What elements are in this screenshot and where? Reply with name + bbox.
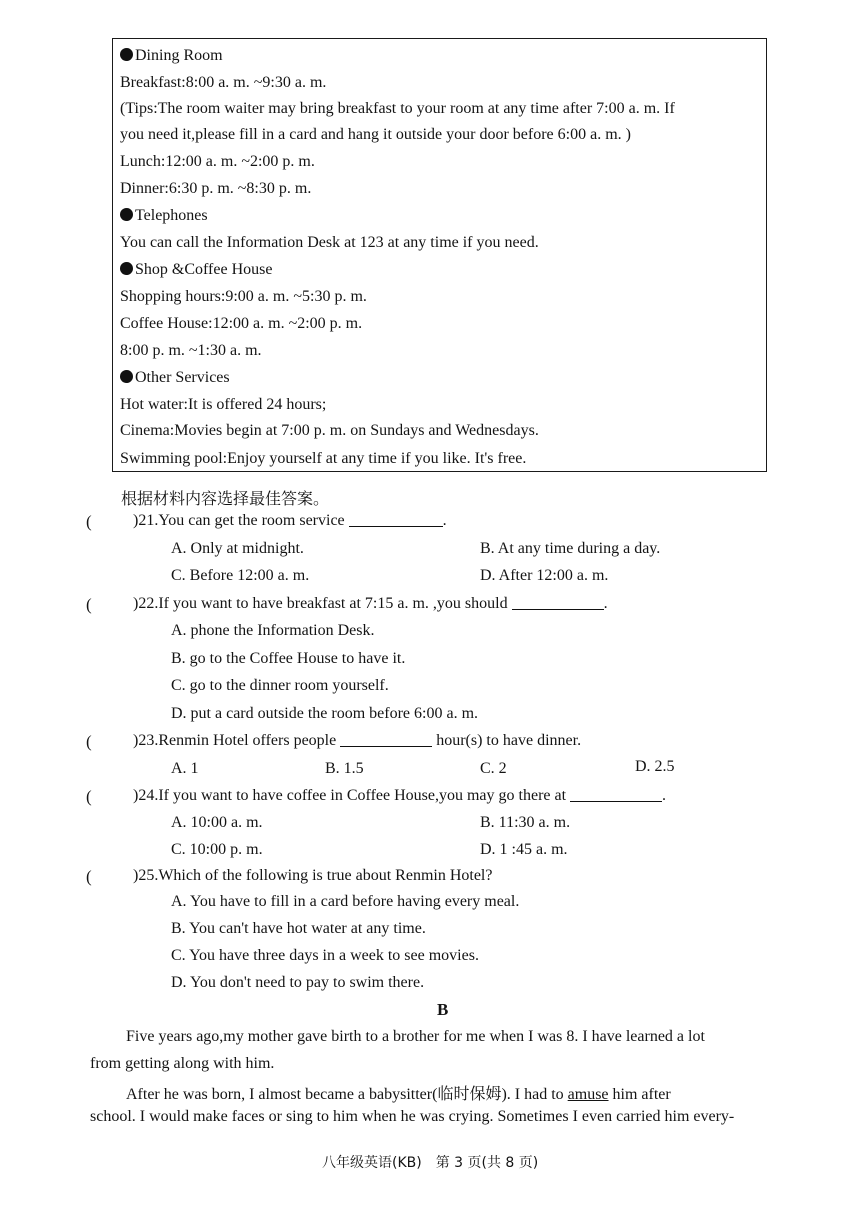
- q21-option-c: C. Before 12:00 a. m.: [171, 567, 310, 584]
- hot-water-text: Hot water:It is offered 24 hours;: [120, 396, 327, 413]
- breakfast-hours: Breakfast:8:00 a. m. ~9:30 a. m.: [120, 74, 327, 91]
- underlined-word: amuse: [567, 1086, 609, 1103]
- q21-option-b: B. At any time during a day.: [480, 540, 661, 557]
- q25-option-d: D. You don't need to pay to swim there.: [171, 974, 425, 991]
- telephones-text: You can call the Information Desk at 123 at any time if you need.: [120, 234, 539, 251]
- passage-line: Five years ago,my mother gave birth to a brother for me when I was 8. I have learned a lot: [126, 1028, 705, 1045]
- passage-line: school. I would make faces or sing to him when he was crying. Sometimes I even carried him every-: [90, 1108, 735, 1125]
- q25-option-a: A. You have to fill in a card before having every meal.: [171, 893, 520, 910]
- dining-room-heading: Dining Room: [120, 47, 223, 65]
- q21-option-d: D. After 12:00 a. m.: [480, 567, 609, 584]
- instruction: 根据材料内容选择最佳答案。: [121, 489, 330, 508]
- shopping-hours: Shopping hours:9:00 a. m. ~5:30 p. m.: [120, 288, 367, 305]
- q24-option-d: D. 1 :45 a. m.: [480, 841, 568, 858]
- q22-option-c: C. go to the dinner room yourself.: [171, 677, 389, 694]
- shop-heading: Shop &Coffee House: [120, 261, 272, 279]
- q21-option-a: A. Only at midnight.: [171, 540, 304, 557]
- q23-option-c: C. 2: [480, 760, 507, 777]
- q24-option-a: A. 10:00 a. m.: [171, 814, 263, 831]
- pool-text: Swimming pool:Enjoy yourself at any time if you like. It's free.: [120, 450, 527, 467]
- section-b-heading: B: [437, 1000, 449, 1019]
- bullet-icon: [120, 208, 133, 221]
- question-23: )23.Renmin Hotel offers people hour(s) to have dinner.: [133, 732, 582, 749]
- tips-line-1: (Tips:The room waiter may bring breakfast to your room at any time after 7:00 a. m. If: [120, 100, 675, 117]
- dinner-hours: Dinner:6:30 p. m. ~8:30 p. m.: [120, 180, 312, 197]
- tips-line-2: you need it,please fill in a card and hang it outside your door before 6:00 a. m. ): [120, 126, 631, 143]
- answer-paren[interactable]: (: [86, 787, 92, 806]
- answer-blank: [340, 732, 432, 747]
- passage-line: from getting along with him.: [90, 1055, 275, 1072]
- question-25: )25.Which of the following is true about Renmin Hotel?: [133, 867, 493, 884]
- page-footer: 八年级英语(KB) 第 3 页(共 8 页): [322, 1155, 539, 1171]
- q23-option-b: B. 1.5: [325, 760, 364, 777]
- cinema-text: Cinema:Movies begin at 7:00 p. m. on Sundays and Wednesdays.: [120, 422, 539, 439]
- q24-option-c: C. 10:00 p. m.: [171, 841, 263, 858]
- q25-option-c: C. You have three days in a week to see movies.: [171, 947, 479, 964]
- question-22: )22.If you want to have breakfast at 7:15 a. m. ,you should .: [133, 595, 608, 612]
- passage-line: After he was born, I almost became a babysitter(临时保姆). I had to amuse him after: [126, 1086, 671, 1103]
- bullet-icon: [120, 262, 133, 275]
- q22-option-a: A. phone the Information Desk.: [171, 622, 375, 639]
- q24-option-b: B. 11:30 a. m.: [480, 814, 571, 831]
- answer-blank: [512, 595, 604, 610]
- q22-option-b: B. go to the Coffee House to have it.: [171, 650, 406, 667]
- q25-option-b: B. You can't have hot water at any time.: [171, 920, 426, 937]
- bullet-icon: [120, 48, 133, 61]
- coffee-hours-1: Coffee House:12:00 a. m. ~2:00 p. m.: [120, 315, 363, 332]
- answer-paren[interactable]: (: [86, 595, 92, 614]
- answer-blank: [570, 787, 662, 802]
- telephones-heading: Telephones: [120, 207, 208, 225]
- question-24: )24.If you want to have coffee in Coffee House,you may go there at .: [133, 787, 667, 804]
- answer-blank: [349, 512, 443, 527]
- answer-paren[interactable]: (: [86, 732, 92, 751]
- q23-option-a: A. 1: [171, 760, 199, 777]
- coffee-hours-2: 8:00 p. m. ~1:30 a. m.: [120, 342, 262, 359]
- answer-paren[interactable]: (: [86, 867, 92, 886]
- q22-option-d: D. put a card outside the room before 6:00 a. m.: [171, 705, 479, 722]
- answer-paren[interactable]: (: [86, 512, 92, 531]
- question-21: )21.You can get the room service .: [133, 512, 447, 529]
- other-services-heading: Other Services: [120, 369, 230, 387]
- bullet-icon: [120, 370, 133, 383]
- q23-option-d: D. 2.5: [635, 758, 675, 775]
- lunch-hours: Lunch:12:00 a. m. ~2:00 p. m.: [120, 153, 315, 170]
